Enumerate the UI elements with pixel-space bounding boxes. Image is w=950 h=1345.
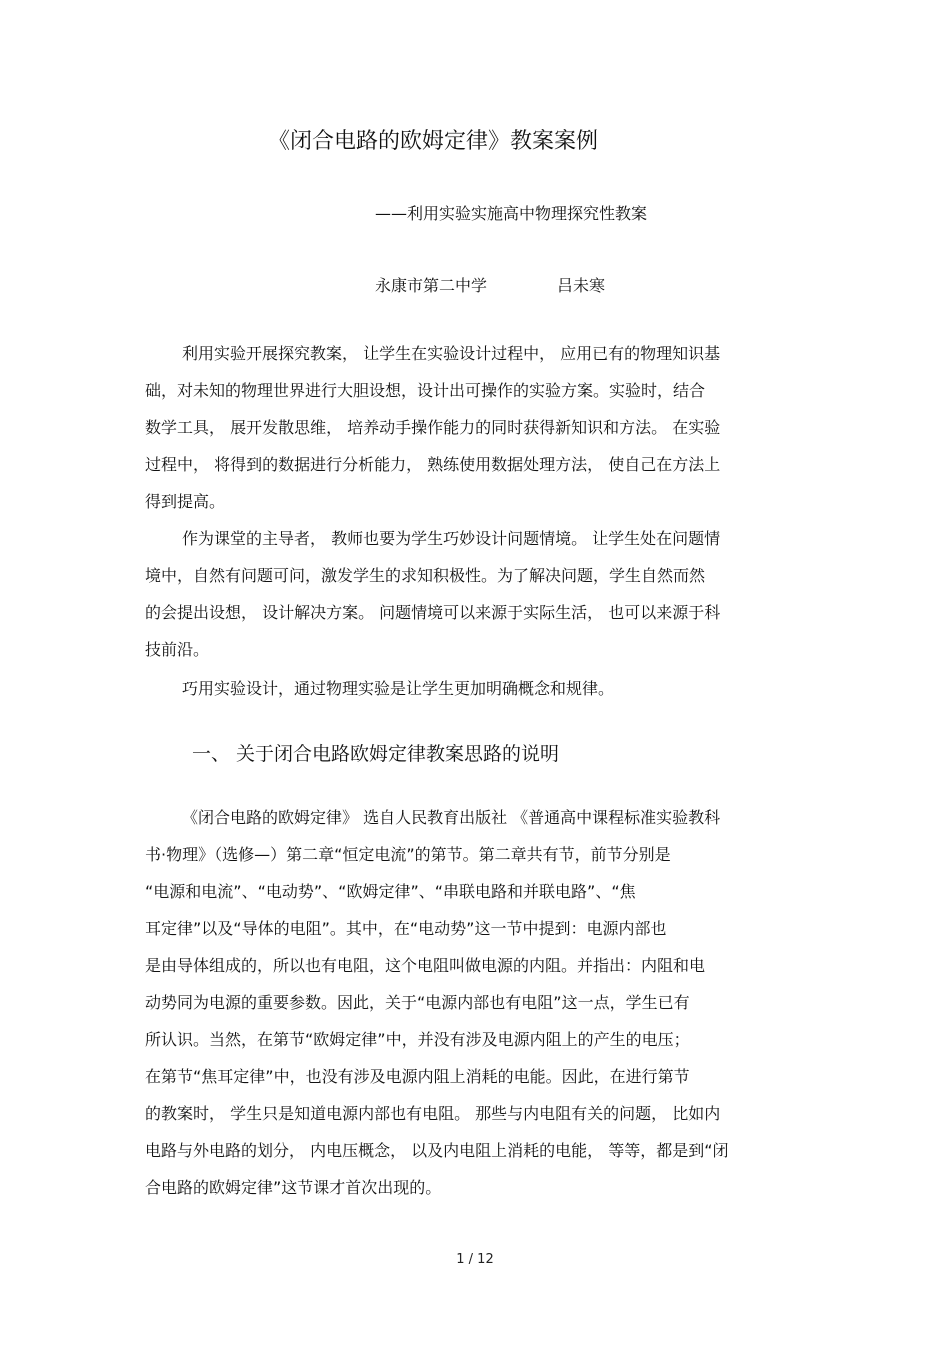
paragraph-line: 数学工具， 展开发散思维， 培养动手操作能力的同时获得新知识和方法。 在实验 <box>145 418 721 437</box>
paragraph-line: 合电路的欧姆定律”这节课才首次出现的。 <box>145 1178 442 1197</box>
paragraph-line: 所认识。当然，在第节“欧姆定律”中，并没有涉及电源内阻上的产生的电压； <box>145 1030 690 1049</box>
paragraph-line: “电源和电流”、“电动势”、“欧姆定律”、“串联电路和并联电路”、“焦 <box>145 882 636 901</box>
paragraph-line: 巧用实验设计，通过物理实验是让学生更加明确概念和规律。 <box>182 679 615 698</box>
paragraph-line: 的会提出设想， 设计解决方案。 问题情境可以来源于实际生活， 也可以来源于科 <box>145 603 721 622</box>
page-number: 1 / 12 <box>456 1252 494 1267</box>
paragraph-line: 书·物理》（选修—）第二章“恒定电流”的第节。第二章共有节，前节分别是 <box>145 845 671 864</box>
paragraph-line: 础，对未知的物理世界进行大胆设想，设计出可操作的实验方案。实验时，结合 <box>145 381 706 400</box>
paragraph-line: 得到提高。 <box>145 492 226 511</box>
document-subtitle: ——利用实验实施高中物理探究性教案 <box>375 204 648 223</box>
paragraph-line: 耳定律”以及“导体的电阻”。其中，在“电动势”这一节中提到：电源内部也 <box>145 919 667 938</box>
paragraph-line: 过程中， 将得到的数据进行分析能力， 熟练使用数据处理方法， 使自己在方法上 <box>145 455 721 474</box>
paragraph-line: 作为课堂的主导者， 教师也要为学生巧妙设计问题情境。 让学生处在问题情 <box>182 529 721 548</box>
author-line <box>375 272 605 300</box>
author-name: 吕未寒 <box>557 276 606 295</box>
paragraph-line: 境中，自然有问题可问，激发学生的求知积极性。为了解决问题，学生自然而然 <box>145 566 706 585</box>
document-title: 《闭合电路的欧姆定律》教案案例 <box>268 129 599 154</box>
paragraph-line: 利用实验开展探究教案， 让学生在实验设计过程中， 应用已有的物理知识基 <box>182 344 721 363</box>
school-name: 永康市第二中学 <box>375 276 488 295</box>
paragraph-line: 技前沿。 <box>145 640 210 659</box>
paragraph-line: 在第节“焦耳定律”中，也没有涉及电源内阻上消耗的电能。因此，在进行第节 <box>145 1067 690 1086</box>
paragraph-line: 是由导体组成的，所以也有电阻，这个电阻叫做电源的内阻。并指出：内阻和电 <box>145 956 706 975</box>
paragraph-line: 的教案时， 学生只是知道电源内部也有电阻。 那些与内电阻有关的问题， 比如内 <box>145 1104 721 1123</box>
paragraph-line: 电路与外电路的划分， 内电压概念， 以及内电阻上消耗的电能， 等等，都是到“闭 <box>145 1141 729 1160</box>
section-heading: 一、 关于闭合电路欧姆定律教案思路的说明 <box>192 743 560 765</box>
paragraph-line: 《闭合电路的欧姆定律》 选自人民教育出版社 《普通高中课程标准实验教科 <box>182 808 721 827</box>
paragraph-line: 动势同为电源的重要参数。因此，关于“电源内部也有电阻”这一点，学生已有 <box>145 993 690 1012</box>
